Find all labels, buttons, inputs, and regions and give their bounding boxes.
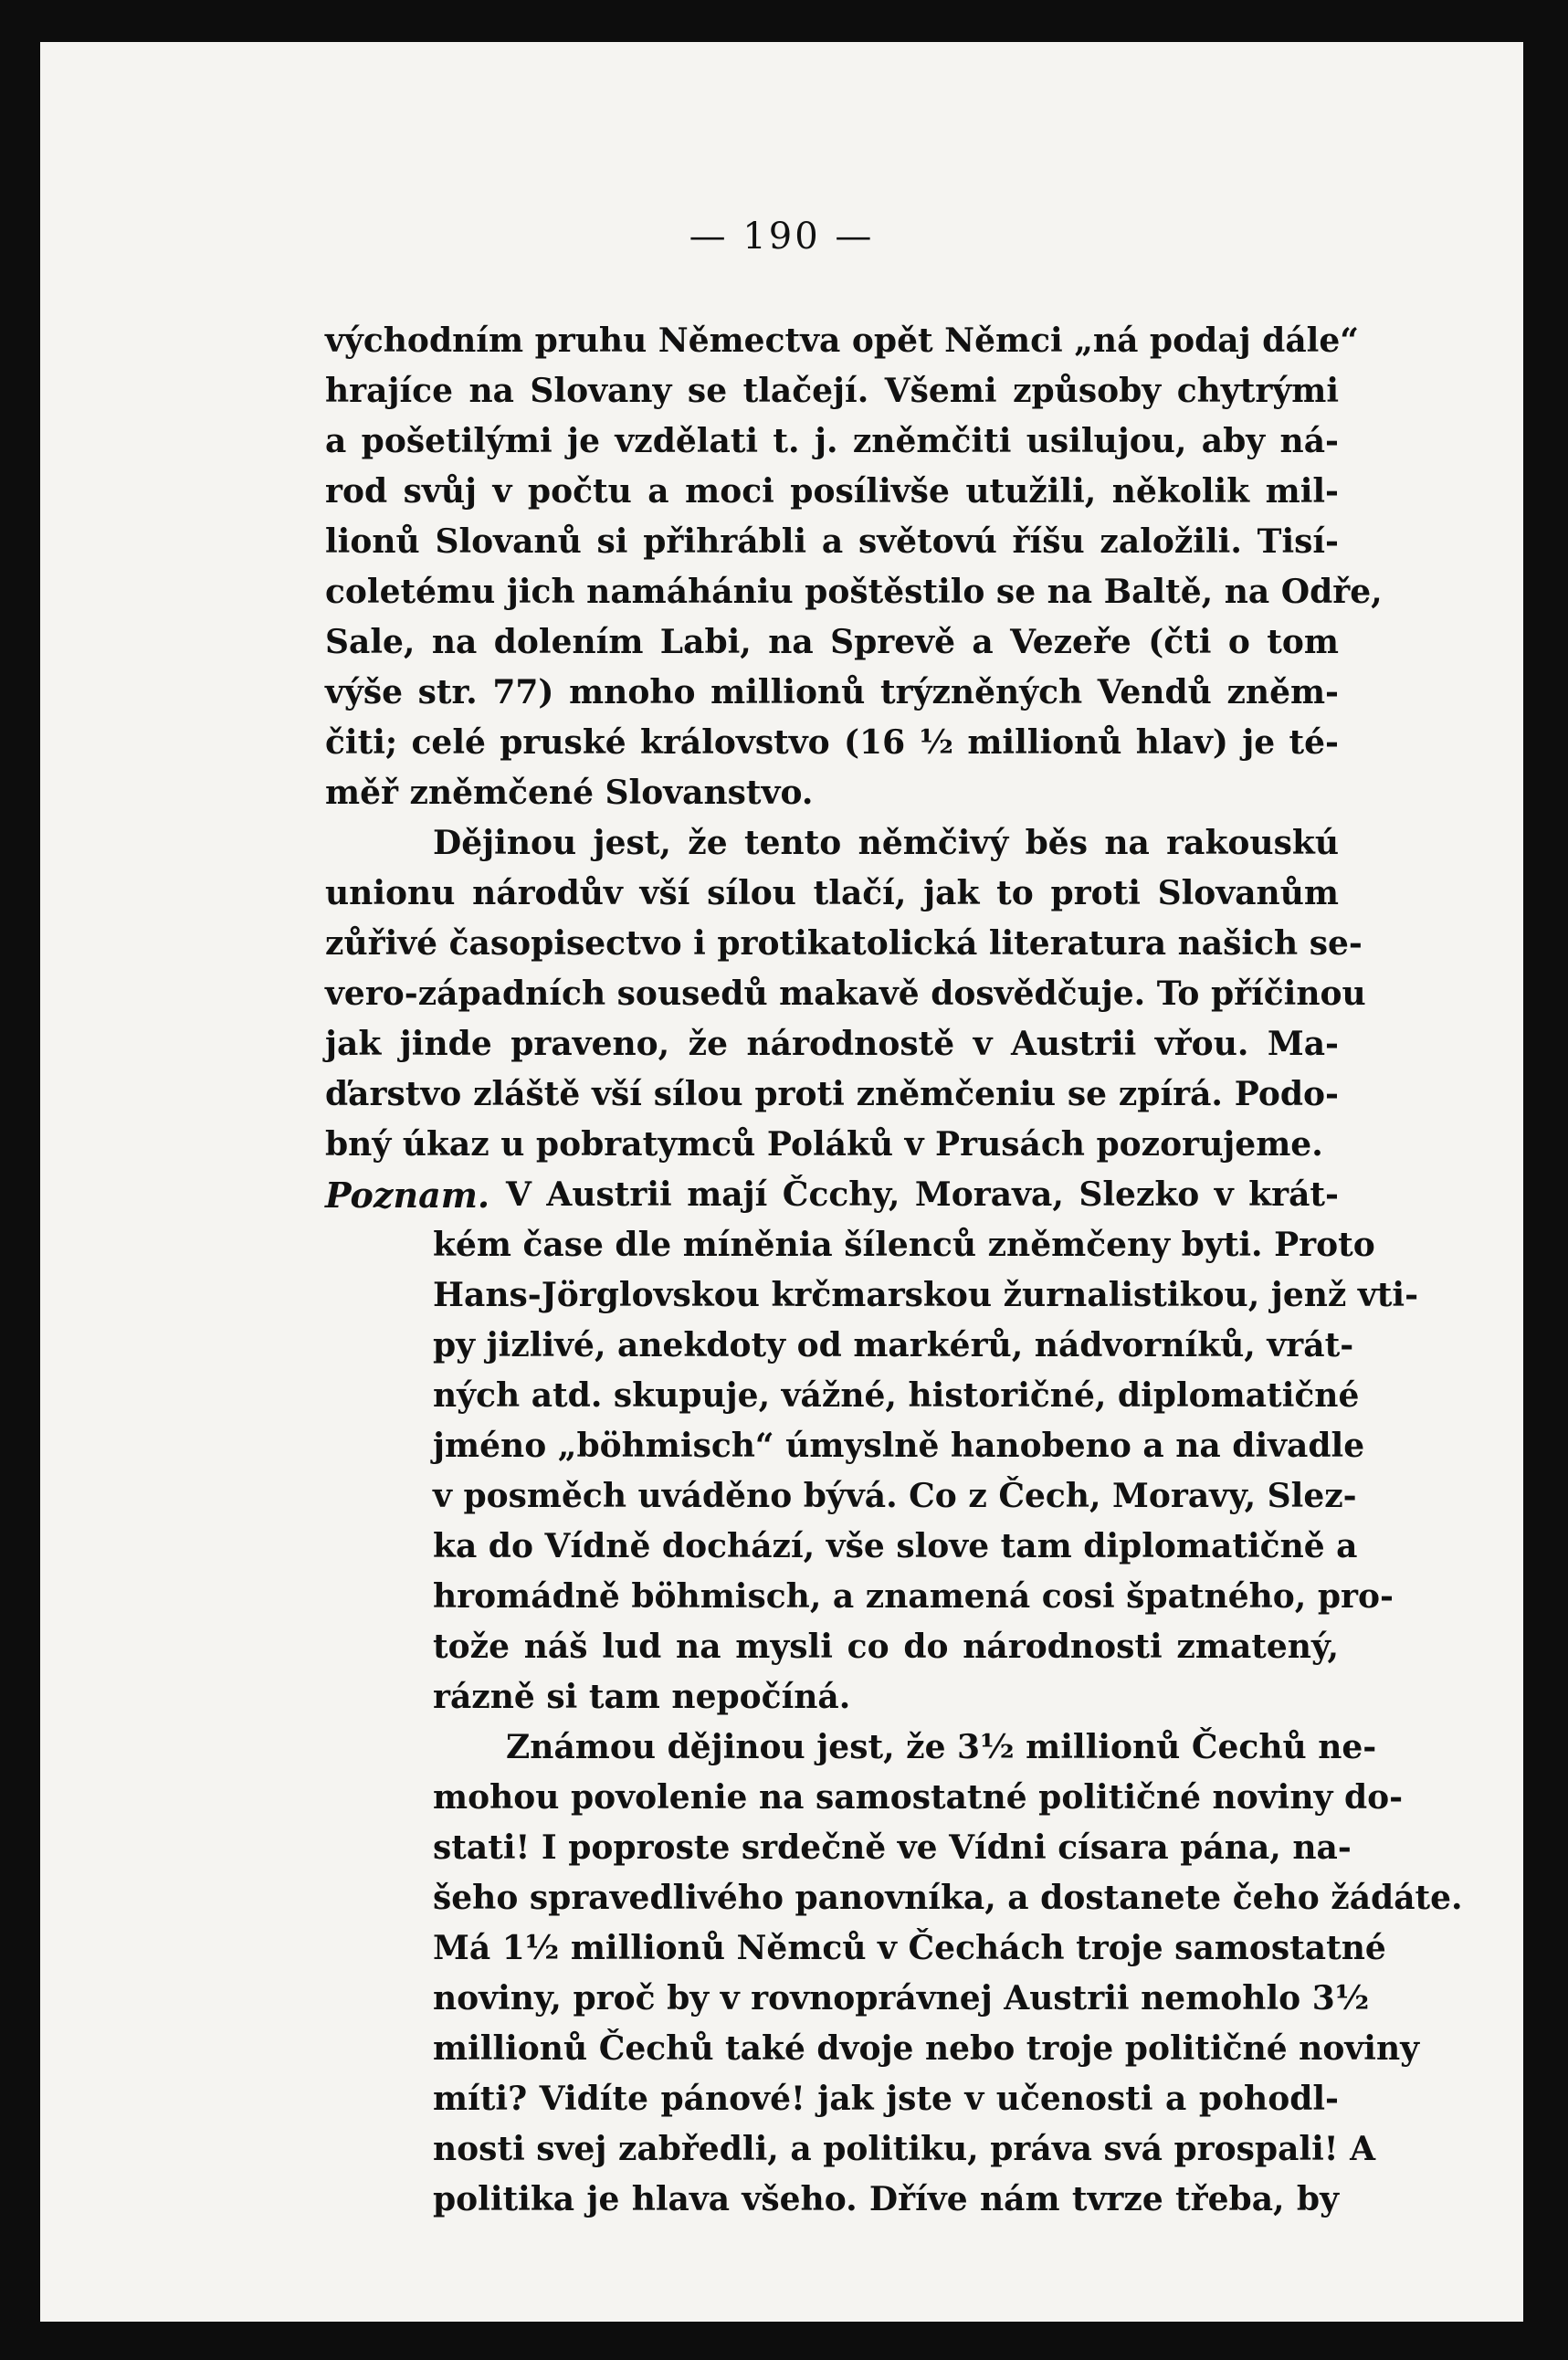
text-line: Hans-Jörglovskou krčmarskou žurnalistikou, jenž vti- (433, 1276, 1419, 1314)
text-line: coletému jich namáhániu poštěstilo se na Baltě, na Odře, (325, 573, 1383, 611)
text-line: zůřivé časopisectvo i protikatolická literatura našich se- (325, 924, 1363, 963)
text-line: py jizlivé, anekdoty od markérů, nádvorníků, vrát- (433, 1326, 1354, 1364)
text-line: jméno „böhmisch“ úmyslně hanobeno a na divadle (433, 1427, 1365, 1465)
book-page (40, 42, 1523, 2322)
text-line: Dějinou jest, že tento němčivý běs na rakouskú (433, 824, 1339, 862)
text-line: tože náš lud na mysli co do národnosti zmatený, (433, 1628, 1339, 1666)
text-line: unionu národův vší sílou tlačí, jak to proti Slovanům (325, 874, 1339, 912)
text-line: ka do Vídně dochází, vše slove tam diplomatičně a (433, 1527, 1358, 1565)
text-line: hromádně böhmisch, a znamená cosi špatného, pro- (433, 1577, 1394, 1616)
text-line: nosti svej zabředli, a politiku, práva svá prospali! A (433, 2130, 1376, 2168)
text-line: V Austrii mají Čcchy, Morava, Slezko v krát- (506, 1175, 1339, 1214)
text-line: šeho spravedlivého panovníka, a dostanete čeho žádáte. (433, 1879, 1463, 1917)
footnote-label: Poznam. (325, 1175, 490, 1216)
text-line: výše str. 77) mnoho millionů trýzněných Vendů zněm- (325, 673, 1339, 711)
text-line: vero-západních sousedů makavě dosvědčuje. To příčinou (325, 975, 1366, 1013)
text-line: čiti; celé pruské královstvo (16 ½ millionů hlav) je té- (325, 723, 1339, 762)
text-line: východním pruhu Němectva opět Němci „ná podaj dále“ (325, 321, 1359, 360)
text-line: rod svůj v počtu a moci posílivše utužili, několik mil- (325, 472, 1339, 511)
text-line: a pošetilými je vzdělati t. j. zněmčiti usilujou, aby ná- (325, 422, 1339, 460)
text-line: ďarstvo zláště vší sílou proti zněmčeniu se zpírá. Podo- (325, 1075, 1339, 1113)
text-line: kém čase dle míněnia šílenců zněmčeny byti. Proto (433, 1226, 1375, 1264)
text-line: míti? Vidíte pánové! jak jste v učenosti a pohodl- (433, 2080, 1339, 2118)
text-line: ných atd. skupuje, vážné, historičné, diplomatičné (433, 1376, 1360, 1415)
footnote (325, 1170, 1463, 2225)
text-line: Má 1½ millionů Němců v Čechách troje samostatné (433, 1929, 1386, 1967)
text-line: stati! I poproste srdečně ve Vídni císara pána, na- (433, 1828, 1352, 1867)
text-line: Sale, na dolením Labi, na Sprevě a Vezeře (čti o tom (325, 623, 1339, 661)
text-line: rázně si tam nepočíná. (433, 1678, 851, 1716)
text-line: v posměch uváděno bývá. Co z Čech, Moravy, Slez- (433, 1477, 1357, 1515)
text-line: bný úkaz u pobratymců Poláků v Prusách pozorujeme. (325, 1125, 1323, 1164)
paragraph-2 (325, 818, 1366, 1170)
text-line: millionů Čechů také dvoje nebo troje političné noviny (433, 2029, 1420, 2068)
text-line: jak jinde praveno, že národnostě v Austrii vřou. Ma- (325, 1025, 1339, 1063)
text-line: Známou dějinou jest, že 3½ millionů Čechů ne- (506, 1728, 1377, 1766)
page-text (325, 316, 1463, 2225)
text-line: politika je hlava všeho. Dříve nám tvrze třeba, by (433, 2180, 1339, 2218)
text-line: mohou povolenie na samostatné političné noviny do- (433, 1778, 1404, 1817)
text-line: noviny, proč by v rovnoprávnej Austrii nemohlo 3½ (433, 1979, 1370, 2018)
text-line: lionů Slovanů si přihrábli a světovú říšu založili. Tisí- (325, 522, 1339, 561)
text-line: hrajíce na Slovany se tlačejí. Všemi způsoby chytrými (325, 372, 1339, 410)
page-number: — 190 — (689, 216, 875, 258)
text-line: měř zněmčené Slovanstvo. (325, 774, 814, 812)
paragraph-1 (325, 316, 1383, 818)
